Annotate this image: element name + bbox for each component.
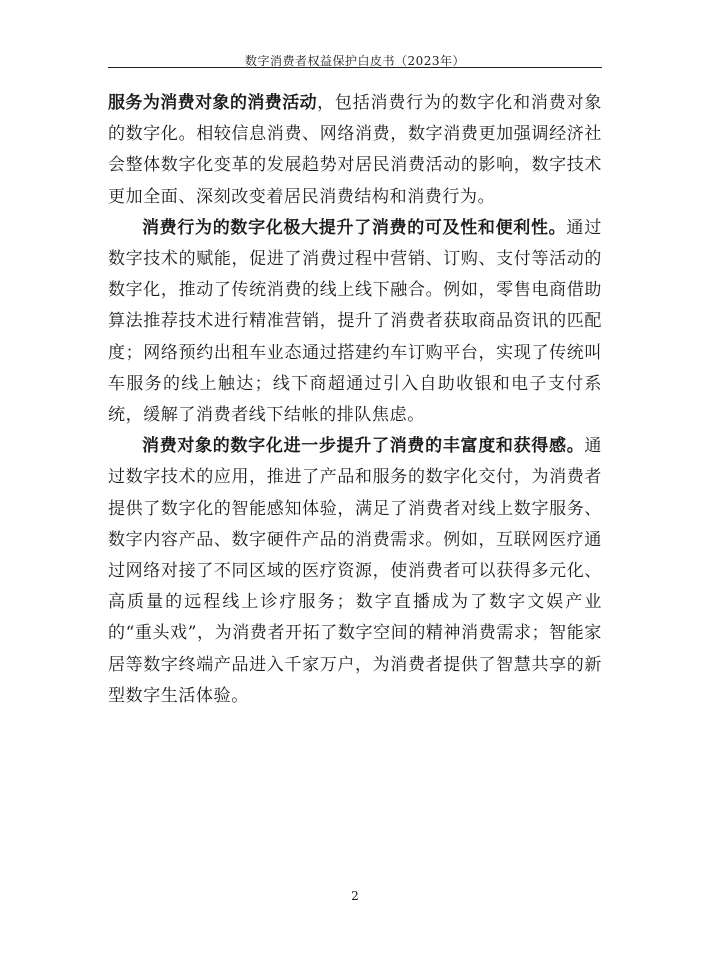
document-body <box>108 88 602 712</box>
paragraph-3-text: 通过数字技术的应用，推进了产品和服务的数字化交付，为消费者提供了数字化的智能感知体验，满足了消费者对线上数字服务、数字内容产品、数字硬件产品的消费需求。例如，互联网医疗通过网络对接了不同区域的医疗资源，使消费者可以获得多元化、高质量的远程线上诊疗服务；数字直播成为了数字文娱产业的“重头戏”，为消费者开拓了数字空间的精神消费需求；智能家居等数字终端产品进入千家万户，为消费者提供了智慧共享的新型数字生活体验。 <box>108 436 602 706</box>
paragraph-1-lead: 服务为消费对象的消费活动 <box>108 93 318 113</box>
paragraph-3 <box>108 431 602 712</box>
page-number: 2 <box>351 889 359 903</box>
paragraph-3-lead: 消费对象的数字化进一步提升了消费的丰富度和获得感。 <box>142 436 585 457</box>
paragraph-2 <box>108 213 602 431</box>
paragraph-2-text: 通过数字技术的赋能，促进了消费过程中营销、订购、支付等活动的数字化，推动了传统消费的线上线下融合。例如，零售电商借助算法推荐技术进行精准营销，提升了消费者获取商品资讯的匹配度；网络预约出租车业态通过搭建约车订购平台，实现了传统叫车服务的线上触达；线下商超通过引入自助收银和电子支付系统，缓解了消费者线下结帐的排队焦虑。 <box>108 217 602 426</box>
paragraph-1 <box>108 88 602 213</box>
paragraph-2-lead: 消费行为的数字化极大提升了消费的可及性和便利性。 <box>142 217 567 238</box>
paragraph-1-text: ，包括消费行为的数字化和消费对象的数字化。相较信息消费、网络消费，数字消费更加强调经济社会整体数字化变革的发展趋势对居民消费活动的影响，数字技术更加全面、深刻改变着居民消费结构和消费行为。 <box>108 93 602 207</box>
running-header: 数字消费者权益保护白皮书（2023年） <box>244 54 466 68</box>
header-rule <box>108 67 602 68</box>
